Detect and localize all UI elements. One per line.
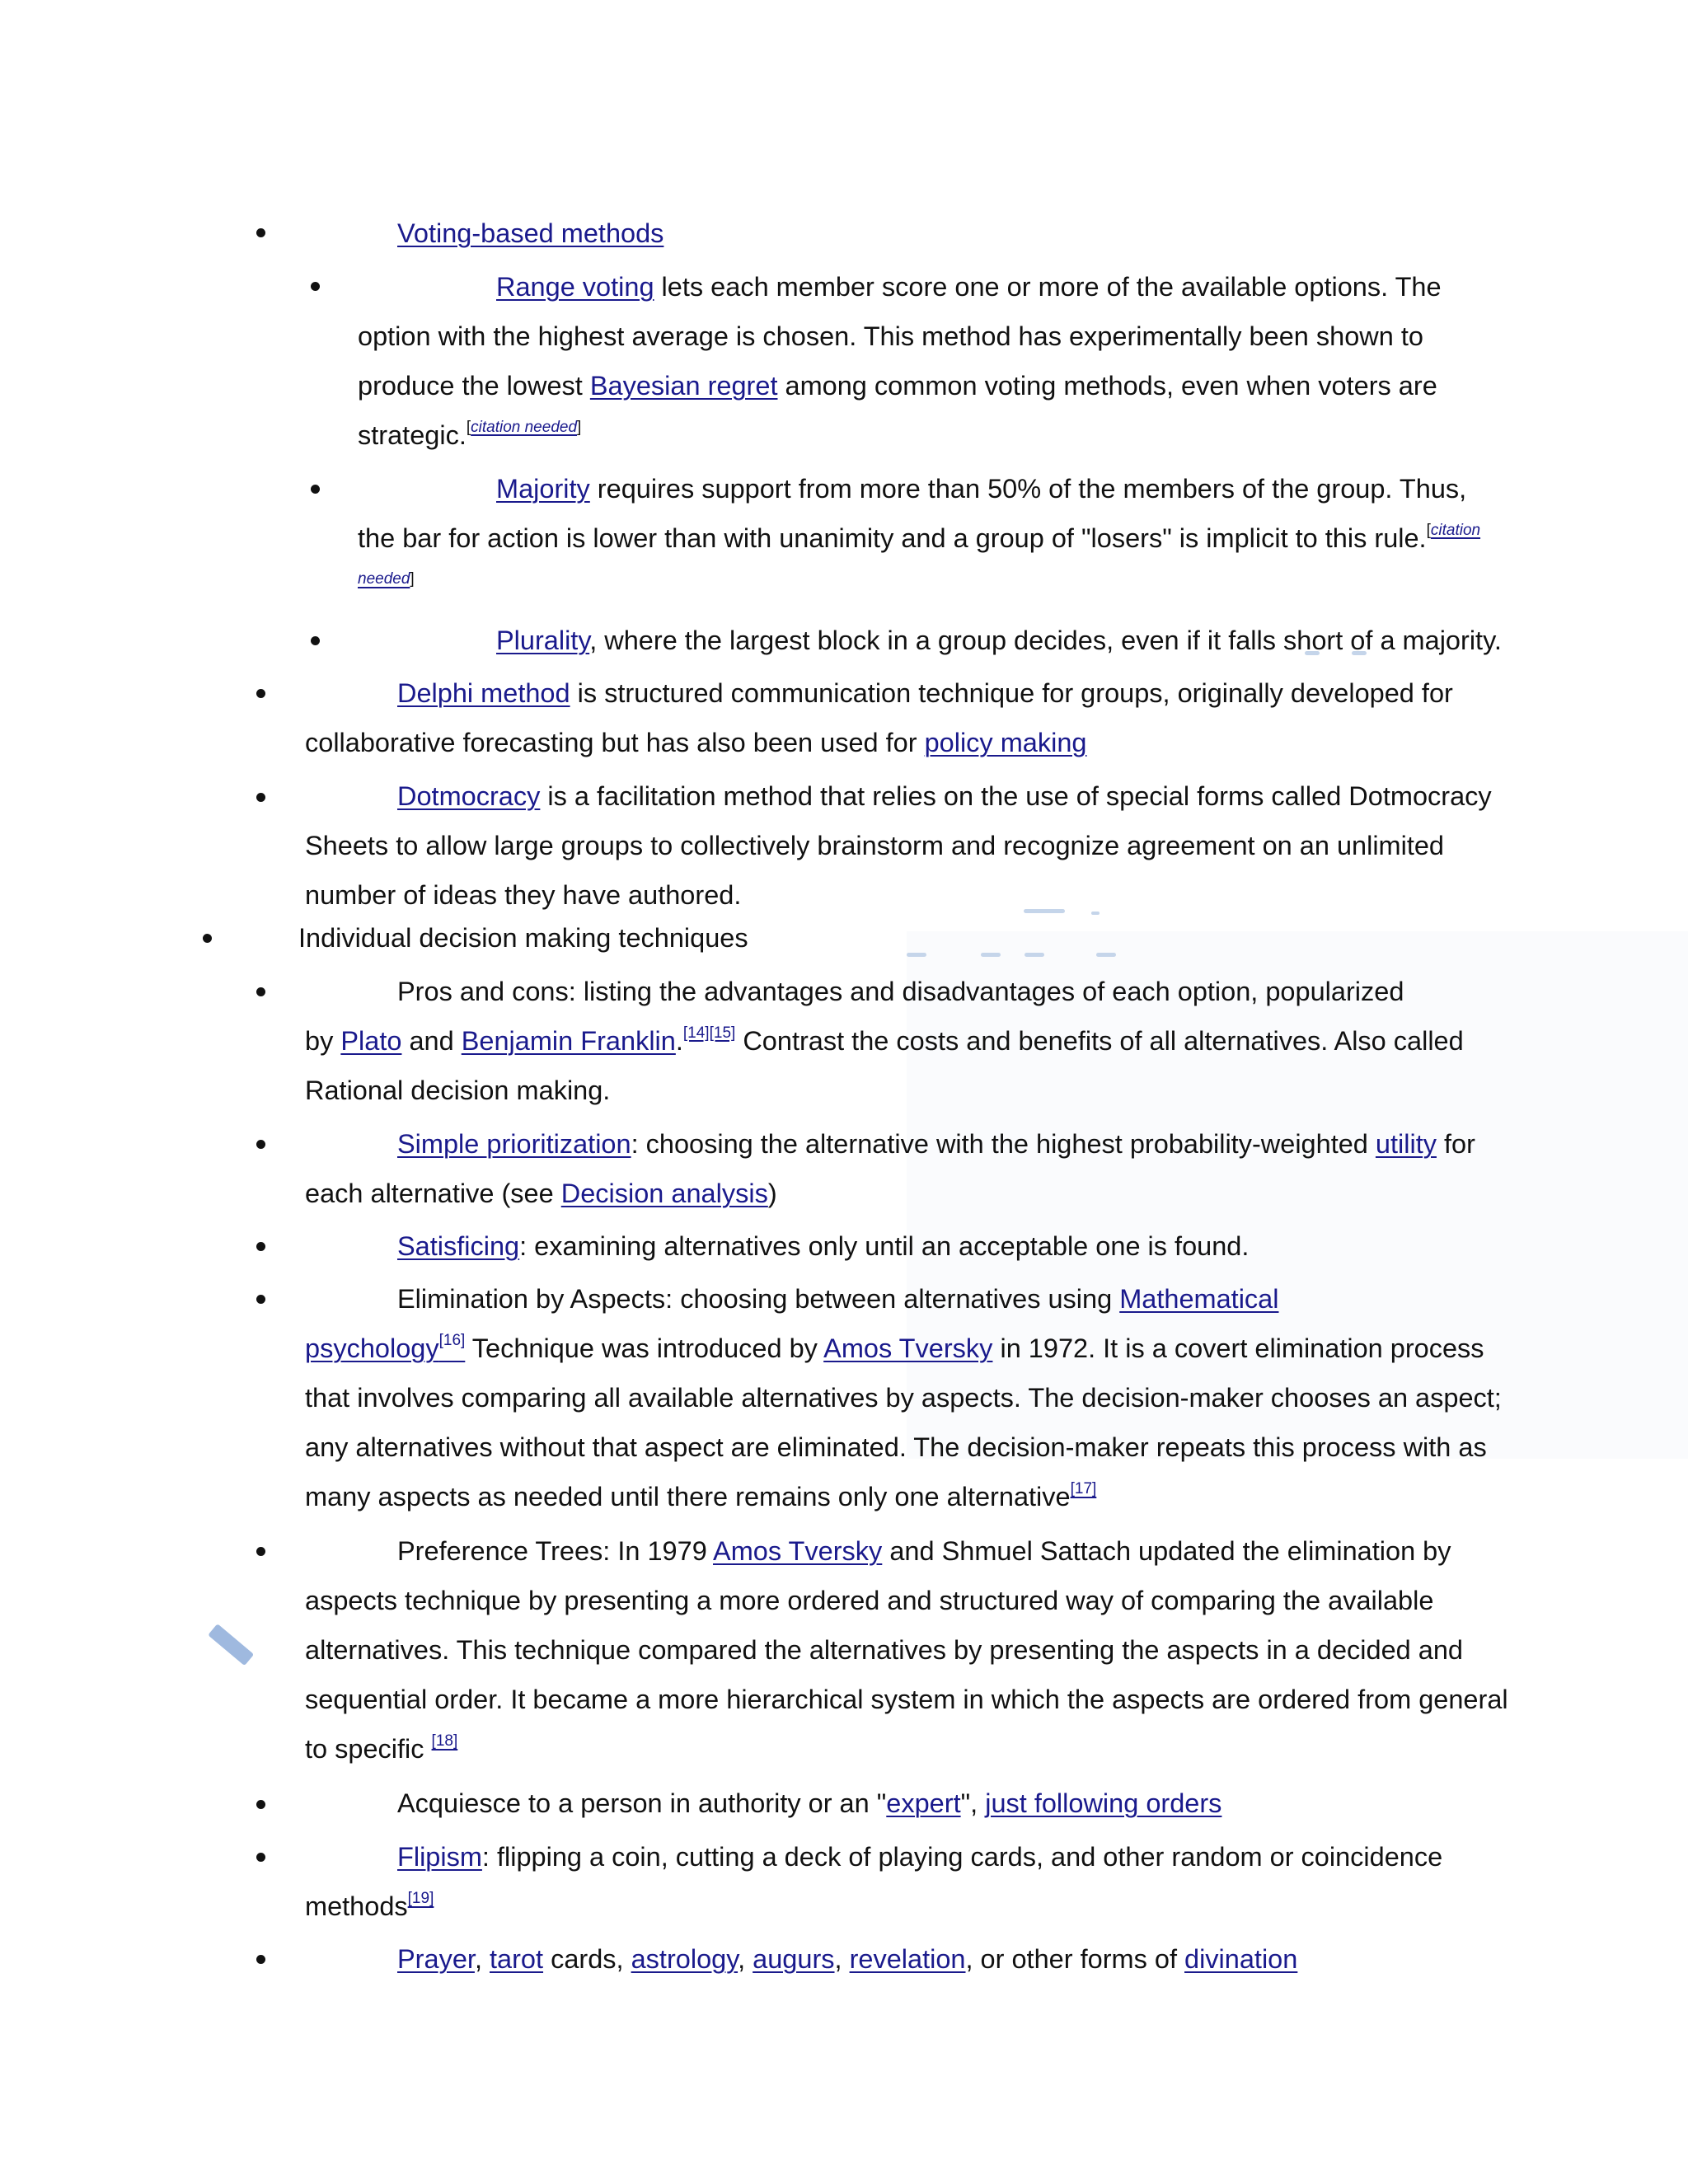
citation-needed-link[interactable]: needed — [358, 570, 410, 588]
satisficing-line — [397, 1230, 1249, 1263]
amos-tversky-link[interactable]: Amos Tversky — [823, 1333, 993, 1363]
text: and — [401, 1026, 462, 1056]
delphi-method-link[interactable]: Delphi method — [397, 678, 570, 708]
plato-link[interactable]: Plato — [340, 1026, 402, 1056]
bullet — [311, 282, 320, 291]
bullet — [256, 1853, 265, 1862]
acquiesce-line — [397, 1787, 1221, 1820]
prayer-link[interactable]: Prayer — [397, 1944, 475, 1974]
annotation-mark — [1096, 953, 1116, 957]
text: requires support from more than 50% of the members of the group. Thus, — [589, 474, 1467, 504]
reference-link[interactable]: [18] — [431, 1732, 458, 1750]
text: : examining alternatives only until an acceptable one is found. — [519, 1231, 1250, 1261]
plurality-line — [496, 624, 1502, 657]
annotation-mark — [1091, 912, 1100, 915]
reference-link[interactable]: [19] — [407, 1890, 434, 1907]
delphi-line-2 — [305, 726, 1086, 759]
preference-line-3 — [305, 1633, 1463, 1666]
range-voting-line-1 — [496, 270, 1442, 303]
text: to specific — [305, 1734, 432, 1764]
citation-needed: [citation needed] — [466, 419, 582, 436]
range-voting-line-2 — [358, 320, 1423, 353]
text: : flipping a coin, cutting a deck of playing cards, and other random or coincidence — [481, 1842, 1443, 1872]
bayesian-regret-link[interactable]: Bayesian regret — [589, 371, 778, 401]
text: , — [474, 1944, 490, 1974]
text: alternatives. This technique compared the alternatives by presenting the aspects in a decided and — [305, 1635, 1463, 1665]
elimination-line-1 — [397, 1282, 1278, 1315]
text: the bar for action is lower than with unanimity and a group of "losers" is implicit to this rule. — [358, 523, 1427, 553]
elimination-line-4 — [305, 1431, 1487, 1464]
text: produce the lowest — [358, 371, 590, 401]
bullet — [256, 1800, 265, 1809]
reference-link[interactable]: [15] — [709, 1024, 736, 1042]
text: option with the highest average is chosen. This method has experimentally been shown to — [358, 321, 1423, 351]
text: , — [738, 1944, 753, 1974]
majority-line-2 — [358, 522, 1480, 555]
voting-methods-item — [397, 217, 663, 250]
elimination-line-3 — [305, 1381, 1502, 1414]
mathematical-psychology-link[interactable]: psychology[16] — [305, 1332, 466, 1363]
reference-link[interactable]: [14] — [682, 1024, 710, 1042]
augurs-link[interactable]: augurs — [753, 1944, 835, 1974]
flipism-line-1 — [397, 1840, 1442, 1873]
elimination-line-2 — [305, 1332, 1484, 1365]
citation-needed: [citation — [1426, 522, 1481, 539]
text: many aspects as needed until there remains only one alternative — [305, 1482, 1071, 1511]
text: in 1972. It is a covert elimination process — [992, 1333, 1484, 1363]
range-voting-line-4 — [358, 419, 581, 452]
text: , where the largest block in a group decides, even if it falls short of a majority. — [589, 626, 1502, 655]
bullet — [256, 1295, 265, 1304]
preference-line-5 — [305, 1732, 457, 1765]
simple-line-1 — [397, 1127, 1475, 1160]
text: for — [1436, 1129, 1475, 1159]
annotation-mark — [907, 953, 926, 957]
bullet — [256, 987, 265, 996]
simple-line-2 — [305, 1177, 777, 1210]
dotmocracy-line-1 — [397, 780, 1492, 813]
text: sequential order. It became a more hierarchical system in which the aspects are ordered from general — [305, 1685, 1508, 1714]
bullet — [256, 228, 265, 237]
amos-tversky-link[interactable]: Amos Tversky — [713, 1536, 883, 1566]
pen-icon — [208, 1624, 254, 1666]
text: cards, — [543, 1944, 631, 1974]
text: number of ideas they have authored. — [305, 880, 742, 910]
bullet — [256, 793, 265, 802]
citation-needed-link[interactable]: citation needed — [471, 419, 578, 436]
text: any alternatives without that aspect are eliminated. The decision-maker repeats this process with as — [305, 1432, 1487, 1462]
dotmocracy-line-2 — [305, 829, 1444, 862]
voting-based-methods-link[interactable]: Voting-based methods — [397, 218, 664, 248]
preference-line-2 — [305, 1584, 1433, 1617]
pros-line-1 — [397, 975, 1404, 1008]
pros-line-3 — [305, 1074, 610, 1107]
text: : choosing the alternative with the highest probability-weighted — [631, 1129, 1376, 1159]
text: and Shmuel Sattach updated the elimination by — [882, 1536, 1451, 1566]
elimination-line-5 — [305, 1480, 1096, 1513]
bullet — [256, 689, 265, 698]
satisficing-link[interactable]: Satisficing — [397, 1231, 520, 1261]
text: lets each member score one or more of the available options. The — [654, 272, 1442, 302]
text: Sheets to allow large groups to collectively brainstorm and recognize agreement on an unlimited — [305, 831, 1445, 860]
bullet — [256, 1140, 265, 1149]
text: strategic. — [358, 420, 467, 450]
text: ) — [767, 1179, 777, 1208]
tarot-link[interactable]: tarot — [490, 1944, 544, 1974]
dotmocracy-link[interactable]: Dotmocracy — [397, 781, 541, 811]
pros-line-2 — [305, 1024, 1464, 1057]
annotation-mark — [1024, 909, 1065, 913]
preference-line-4 — [305, 1683, 1508, 1716]
text: is a facilitation method that relies on the use of special forms called Dotmocracy — [540, 781, 1492, 811]
text: collaborative forecasting but has also been used for — [305, 728, 925, 757]
text: . — [675, 1026, 683, 1056]
bullet — [311, 485, 320, 494]
text: Pros and cons: listing the advantages and disadvantages of each option, popularized — [397, 977, 1404, 1006]
bullet — [203, 934, 212, 943]
prayer-line — [397, 1943, 1297, 1975]
majority-line-3 — [358, 563, 415, 596]
annotation-mark — [1025, 953, 1044, 957]
background-panel — [907, 931, 1688, 1459]
bullet — [256, 1547, 265, 1556]
text: aspects technique by presenting a more ordered and structured way of comparing the available — [305, 1586, 1434, 1615]
individual-heading — [298, 921, 748, 954]
plurality-link[interactable]: Plurality — [496, 626, 590, 655]
bullet — [311, 636, 320, 645]
text: Rational decision making. — [305, 1076, 611, 1105]
range-voting-link[interactable]: Range voting — [496, 272, 654, 302]
utility-link[interactable]: utility — [1375, 1129, 1437, 1159]
text: by — [305, 1026, 341, 1056]
expert-link[interactable]: expert — [886, 1788, 961, 1818]
text: Individual decision making techniques — [298, 923, 748, 953]
preference-line-1 — [397, 1535, 1451, 1568]
text: Elimination by Aspects: choosing between alternatives using — [397, 1284, 1120, 1314]
bullet — [256, 1955, 265, 1964]
majority-line-1 — [496, 472, 1466, 505]
text: Acquiesce to a person in authority or an " — [397, 1788, 887, 1818]
majority-link[interactable]: Majority — [496, 474, 590, 504]
text: Contrast the costs and benefits of all alternatives. Also called — [735, 1026, 1464, 1056]
text: each alternative (see — [305, 1179, 561, 1208]
bullet — [256, 1242, 265, 1251]
divination-link[interactable]: divination — [1184, 1944, 1298, 1974]
flipism-link[interactable]: Flipism — [397, 1842, 482, 1872]
range-voting-line-3 — [358, 369, 1437, 402]
flipism-line-2 — [305, 1890, 434, 1923]
just-following-orders-link[interactable]: just following orders — [985, 1788, 1222, 1818]
mathematical-psychology-link[interactable]: Mathematical — [1119, 1284, 1279, 1314]
simple-prioritization-link[interactable]: Simple prioritization — [397, 1129, 631, 1159]
text: methods — [305, 1891, 408, 1921]
text: that involves comparing all available alternatives by aspects. The decision-maker chooses an aspect; — [305, 1383, 1502, 1413]
text: Technique was introduced by — [465, 1333, 824, 1363]
text: ] — [410, 570, 415, 588]
text: Preference Trees: In 1979 — [397, 1536, 714, 1566]
text: among common voting methods, even when voters are — [777, 371, 1437, 401]
reference-link[interactable]: [17] — [1070, 1480, 1097, 1497]
revelation-link[interactable]: revelation — [849, 1944, 966, 1974]
decision-analysis-link[interactable]: Decision analysis — [560, 1179, 768, 1208]
benjamin-franklin-link[interactable]: Benjamin Franklin — [461, 1026, 676, 1056]
astrology-link[interactable]: astrology — [631, 1944, 738, 1974]
policy-making-link[interactable]: policy making — [924, 728, 1087, 757]
citation-needed-link[interactable]: citation — [1430, 522, 1481, 539]
annotation-mark — [981, 953, 1001, 957]
text: , or other forms of — [965, 1944, 1185, 1974]
dotmocracy-line-3 — [305, 879, 741, 912]
text: ", — [960, 1788, 986, 1818]
text: , — [834, 1944, 850, 1974]
text: is structured communication technique for groups, originally developed for — [570, 678, 1453, 708]
delphi-line-1 — [397, 677, 1453, 710]
